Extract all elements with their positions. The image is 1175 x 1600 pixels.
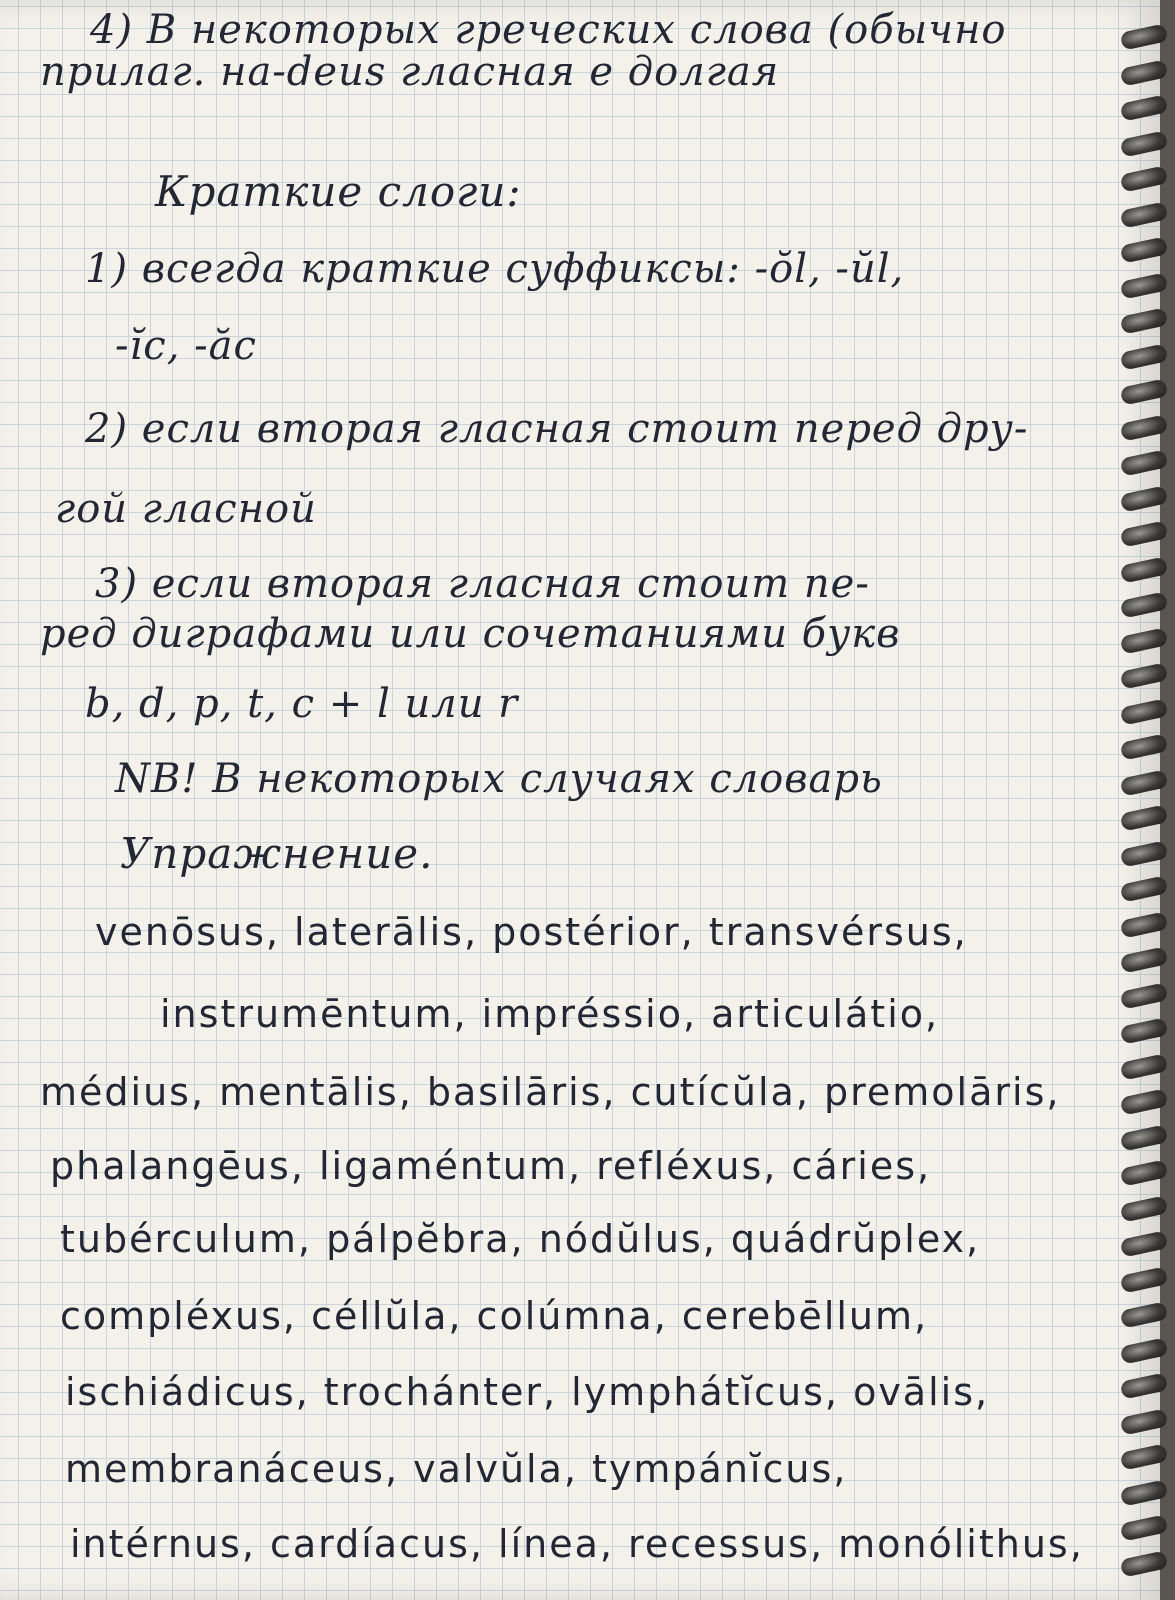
exercise-line-6: compléxus, céllŭla, colúmna, cerebēllum, xyxy=(60,1294,929,1338)
handwritten-notes xyxy=(40,0,1100,1600)
spiral-ring xyxy=(1120,1266,1169,1293)
note-line-rule-3: 3) если вторая гласная стоит пе- xyxy=(95,561,870,607)
spiral-ring xyxy=(1120,1088,1169,1115)
note-line-rule-3-letters: b, d, p, t, c + l или r xyxy=(85,681,519,727)
spiral-ring xyxy=(1120,769,1169,796)
spiral-ring xyxy=(1120,236,1169,263)
spiral-ring xyxy=(1120,946,1169,973)
spiral-ring xyxy=(1120,1443,1169,1470)
exercise-line-5: tubérculum, pálpĕbra, nódŭlus, quádrŭplex, xyxy=(60,1217,981,1261)
spiral-ring xyxy=(1120,556,1169,583)
spiral-binding xyxy=(1115,0,1175,1600)
spiral-ring xyxy=(1120,343,1169,370)
spiral-ring xyxy=(1120,698,1169,725)
spiral-ring xyxy=(1120,378,1169,405)
spiral-ring xyxy=(1120,94,1169,121)
spiral-ring xyxy=(1120,662,1169,689)
exercise-line-7: ischiádicus, trochánter, lymphátĭcus, ovālis, xyxy=(65,1370,990,1414)
note-line-rule-3-cont: ред диграфами или сочетаниями букв xyxy=(40,611,901,657)
spiral-ring xyxy=(1120,982,1169,1009)
spiral-ring xyxy=(1120,1337,1169,1364)
section-heading-exercise: Упражнение. xyxy=(120,829,434,878)
note-line-2: прилаг. на-deus гласная е долгая xyxy=(40,49,780,95)
spiral-ring xyxy=(1120,59,1169,86)
spiral-ring xyxy=(1120,1124,1169,1151)
spiral-ring xyxy=(1120,627,1169,654)
spiral-ring xyxy=(1120,1408,1169,1435)
spiral-ring xyxy=(1120,272,1169,299)
spiral-ring xyxy=(1120,804,1169,831)
note-line-rule-2-cont: гой гласной xyxy=(55,486,317,532)
spiral-ring xyxy=(1120,1159,1169,1186)
spiral-ring xyxy=(1120,1053,1169,1080)
spiral-ring xyxy=(1120,1301,1169,1328)
exercise-line-1: venōsus, laterālis, postérior, transvérsus, xyxy=(95,910,968,954)
note-line-1: 4) В некоторых греческих слова (обычно xyxy=(90,7,1007,53)
note-line-nb: NB! В некоторых случаях словарь xyxy=(115,756,883,802)
note-line-rule-1: 1) всегда краткие суффиксы: -ŏl, -ŭl, xyxy=(85,246,905,292)
spiral-ring xyxy=(1120,130,1169,157)
spiral-ring xyxy=(1120,1017,1169,1044)
spiral-ring xyxy=(1120,591,1169,618)
exercise-line-8: membranáceus, valvŭla, tympánĭcus, xyxy=(65,1447,848,1491)
spiral-ring xyxy=(1120,1514,1169,1541)
spiral-ring xyxy=(1120,520,1169,547)
note-line-rule-1-cont: -ĭc, -ăc xyxy=(115,323,257,369)
spiral-ring xyxy=(1120,485,1169,512)
spiral-ring xyxy=(1120,1230,1169,1257)
spiral-ring xyxy=(1120,911,1169,938)
spiral-ring xyxy=(1120,1195,1169,1222)
spiral-ring xyxy=(1120,840,1169,867)
spiral-ring xyxy=(1120,1372,1169,1399)
spiral-ring xyxy=(1120,201,1169,228)
spiral-ring xyxy=(1120,733,1169,760)
spiral-ring xyxy=(1120,23,1169,50)
spiral-ring xyxy=(1120,414,1169,441)
exercise-line-2: instrumēntum, impréssio, articulátio, xyxy=(160,992,940,1036)
spiral-ring xyxy=(1120,875,1169,902)
spiral-ring xyxy=(1120,1479,1169,1506)
exercise-line-4: phalangēus, ligaméntum, refléxus, cáries, xyxy=(50,1144,932,1188)
exercise-line-3: médius, mentālis, basilāris, cutícŭla, premolāris, xyxy=(40,1070,1061,1114)
spiral-ring xyxy=(1120,165,1169,192)
spiral-ring xyxy=(1120,307,1169,334)
spiral-ring xyxy=(1120,1550,1169,1577)
note-line-rule-2: 2) если вторая гласная стоит перед дру- xyxy=(85,406,1029,452)
spiral-ring xyxy=(1120,449,1169,476)
exercise-line-9: intérnus, cardíacus, línea, recessus, monólithus, xyxy=(70,1522,1084,1566)
section-heading-short-syllables: Краткие слоги: xyxy=(155,167,522,216)
